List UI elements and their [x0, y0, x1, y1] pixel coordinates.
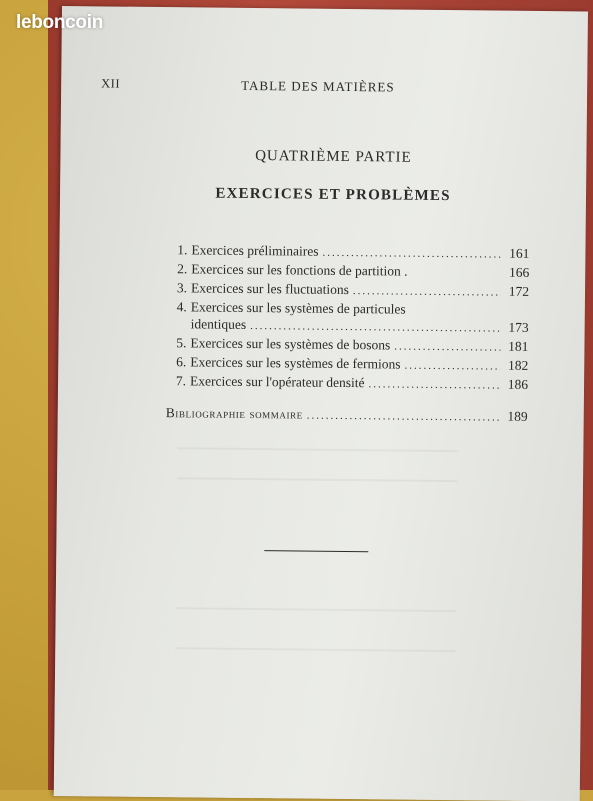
- book-page: [54, 6, 588, 801]
- toc-number: 6.: [176, 354, 187, 370]
- toc-title: Exercices sur les systèmes de particules: [190, 299, 406, 317]
- show-through-text: [175, 647, 455, 652]
- toc-number: 2.: [177, 261, 188, 277]
- table-of-contents: [166, 241, 530, 427]
- toc-page: 186: [507, 376, 529, 392]
- toc-page: 172: [508, 283, 530, 299]
- toc-number: 5.: [176, 335, 187, 351]
- toc-number: 4.: [176, 299, 187, 315]
- dot-leader: [394, 338, 500, 356]
- dot-leader: [307, 408, 500, 427]
- toc-page: 181: [508, 338, 529, 354]
- toc-page: 161: [509, 245, 530, 261]
- toc-title: Exercices préliminaires: [191, 242, 319, 259]
- toc-title: Exercices sur les systèmes de bosons: [190, 335, 391, 353]
- toc-page: 173: [508, 319, 529, 335]
- dot-leader: [368, 376, 500, 394]
- toc-title: Exercices sur l'opérateur densité: [190, 373, 365, 391]
- toc-number: 3.: [176, 280, 188, 296]
- show-through-text: [177, 447, 457, 452]
- running-head: [101, 76, 547, 101]
- toc-title-continuation: identiques: [190, 316, 247, 332]
- bibliography-page: 189: [507, 408, 528, 424]
- dot-leader: [404, 358, 500, 376]
- toc-number: 7.: [175, 373, 187, 389]
- dot-leader: [353, 283, 501, 302]
- bibliography-entry: [166, 404, 528, 427]
- watermark-logo: leboncoin: [16, 12, 104, 33]
- toc-title: Exercices sur les fluctuations: [190, 280, 349, 298]
- toc-number: 1.: [177, 242, 188, 258]
- bibliography-title: Bibliographie sommaire: [165, 405, 303, 422]
- part-heading: QUATRIÈME PARTIE: [255, 148, 412, 166]
- toc-page: 166: [508, 264, 530, 280]
- show-through-text: [176, 607, 456, 612]
- end-rule: [264, 550, 368, 552]
- running-title: TABLE DES MATIÈRES: [241, 77, 395, 95]
- show-through-text: [177, 477, 457, 482]
- toc-title: Exercices sur les systèmes de fermions: [190, 354, 401, 372]
- toc-entry: [166, 372, 528, 395]
- page-number: XII: [101, 76, 121, 91]
- toc-page: 182: [507, 357, 529, 373]
- dot-leader: [322, 245, 501, 264]
- part-title: EXERCICES ET PROBLÈMES: [215, 185, 451, 205]
- toc-title: Exercices sur les fonctions de partition .: [191, 261, 408, 279]
